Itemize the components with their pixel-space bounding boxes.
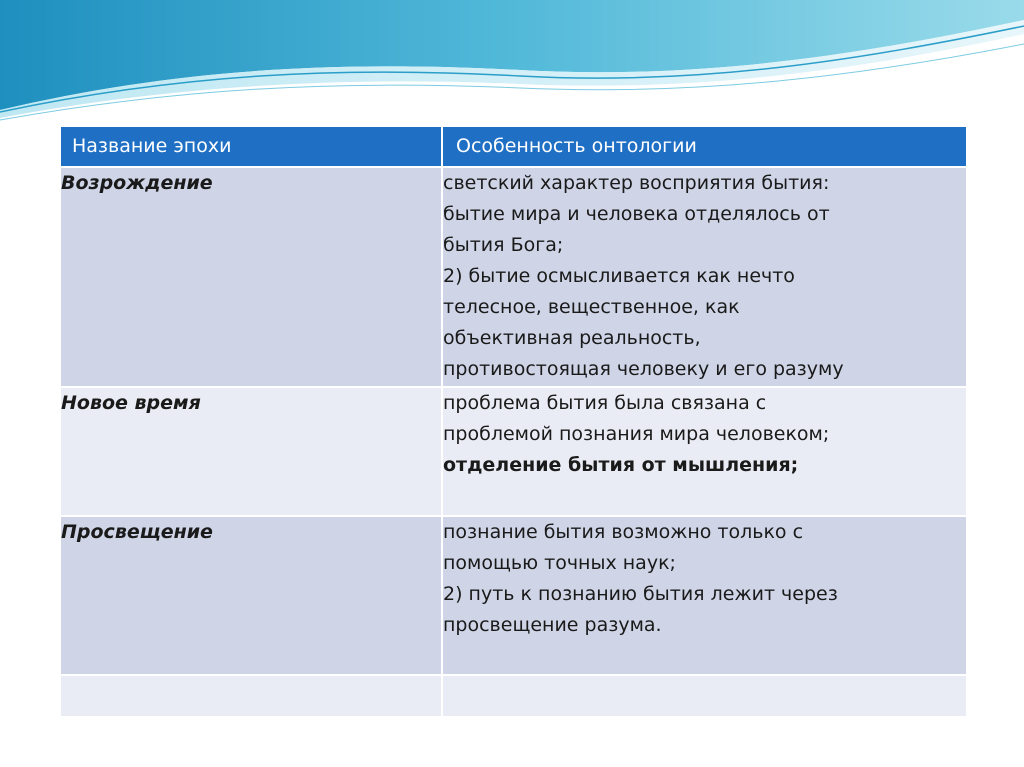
description-cell [442,387,967,516]
table-row [60,516,967,675]
table-row [60,387,967,516]
description-line: познание бытия возможно только с [443,521,804,543]
era-cell: Просвещение [60,516,442,675]
ontology-table [59,125,968,718]
description-line: противостоящая человеку и его разуму [443,358,844,380]
description-line: проблемой познания мира человеком; [443,423,830,445]
description-line: помощью точных наук; [443,552,676,574]
description-cell-empty [442,675,967,717]
description-line: объективная реальность, [443,327,701,349]
header-era: Название эпохи [60,126,442,167]
table-row [60,167,967,387]
description-line: бытие мира и человека отделялось от [443,203,830,225]
description-line: просвещение разума. [443,614,662,636]
description-line: 2) бытие осмысливается как нечто [443,265,795,287]
era-cell: Новое время [60,387,442,516]
description-line: проблема бытия была связана с [443,392,767,414]
description-cell [442,516,967,675]
header-ontology: Особенность онтологии [442,126,967,167]
era-cell: Возрождение [60,167,442,387]
description-line: телесное, вещественное, как [443,296,740,318]
era-cell-empty [60,675,442,717]
description-line: 2) путь к познанию бытия лежит через [443,583,838,605]
description-cell [442,167,967,387]
description-line: светский характер восприятия бытия: [443,172,830,194]
description-line: бытия Бога; [443,234,564,256]
table-row-empty [60,675,967,717]
description-line-bold: отделение бытия от мышления; [443,454,799,476]
header-row [60,126,967,167]
wave-decoration [0,0,1024,130]
